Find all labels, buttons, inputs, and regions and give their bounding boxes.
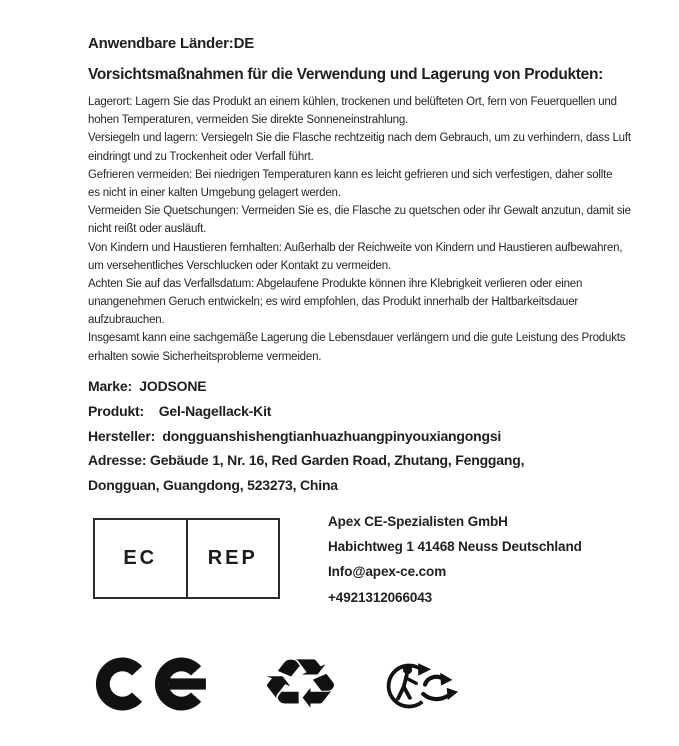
triman-icon	[384, 659, 460, 713]
precaution-line: Insgesamt kann eine sachgemäße Lagerung die Lebensdauer verlängern und die gute Leistung des Produkts	[88, 332, 626, 345]
product-info-line: Adresse: Gebäude 1, Nr. 16, Red Garden Road, Zhutang, Fenggang,	[88, 452, 525, 469]
precaution-line: es nicht in einer kalten Umgebung gelagert werden.	[88, 186, 341, 199]
precaution-line: Lagerort: Lagern Sie das Produkt an einem kühlen, trockenen und belüfteten Ort, fern von Feuerquellen und	[88, 96, 617, 108]
rep-contact-line: Habichtweg 1 41468 Neuss Deutschland	[328, 539, 582, 555]
rep-contact-line: Apex CE-Spezialisten GmbH	[328, 514, 508, 529]
ce-mark-icon	[94, 656, 216, 712]
precaution-line: aufzubrauchen.	[88, 314, 165, 327]
ec-label: EC	[123, 547, 158, 569]
precaution-line: Achten Sie auf das Verfallsdatum: Abgelaufene Produkte können ihre Klebrigkeit verlieren oder einen	[88, 277, 583, 290]
rep-contact-block	[328, 509, 582, 610]
precaution-line: Vermeiden Sie Quetschungen: Vermeiden Sie es, die Flasche zu quetschen oder ihr Gewalt anzutun, damit sie	[88, 205, 631, 218]
precaution-line: Von Kindern und Haustieren fernhalten: Außerhalb der Reichweite von Kindern und Haustieren aufbewahren,	[88, 241, 623, 254]
recycling-icon	[248, 644, 352, 724]
precaution-line: hohen Temperaturen, vermeiden Sie direkte Sonneneinstrahlung.	[88, 114, 409, 127]
precaution-line: erhalten sowie Sicherheitsprobleme vermeiden.	[88, 350, 322, 363]
recycling-glyph: ♻	[258, 644, 342, 724]
product-info-line: Marke: JODSONE	[88, 378, 207, 394]
ec-cell	[95, 520, 186, 597]
ec-rep-box	[93, 518, 280, 599]
precaution-line: eindringt und zu Trockenheit oder Verfall führt.	[88, 150, 314, 163]
precaution-line: Gefrieren vermeiden: Bei niedrigen Temperaturen kann es leicht gefrieren und sich verfestigen, daher sollte	[88, 168, 613, 181]
applicable-countries-heading: Anwendbare Länder:DE	[88, 35, 255, 52]
precaution-line: um versehentliches Verschlucken oder Kontakt zu vermeiden.	[88, 259, 391, 272]
rep-contact-line: Info@apex-ce.com	[328, 564, 447, 580]
precautions-heading: Vorsichtsmaßnahmen für die Verwendung und Lagerung von Produkten:	[88, 66, 604, 83]
rep-cell	[186, 520, 279, 597]
product-info-line: Dongguan, Guangdong, 523273, China	[88, 477, 338, 494]
product-info	[88, 374, 524, 498]
precautions-paragraph	[88, 93, 631, 366]
product-info-line: Hersteller: dongguanshishengtianhuazhuangpinyouxiangongsi	[88, 427, 502, 444]
precaution-line: nicht reißt oder ausläuft.	[88, 223, 207, 236]
precaution-line: unangenehmen Geruch entwickeln; es wird empfohlen, das Produkt innerhalb der Haltbarkeitsdauer	[88, 296, 579, 309]
rep-contact-line: +4921312066043	[328, 589, 433, 605]
precaution-line: Versiegeln und lagern: Versiegeln Sie die Flasche rechtzeitig nach dem Gebrauch, um zu verhindern, dass Luft	[88, 132, 631, 145]
rep-label: REP	[207, 547, 258, 569]
product-info-line: Produkt: Gel-Nagellack-Kit	[88, 402, 272, 419]
